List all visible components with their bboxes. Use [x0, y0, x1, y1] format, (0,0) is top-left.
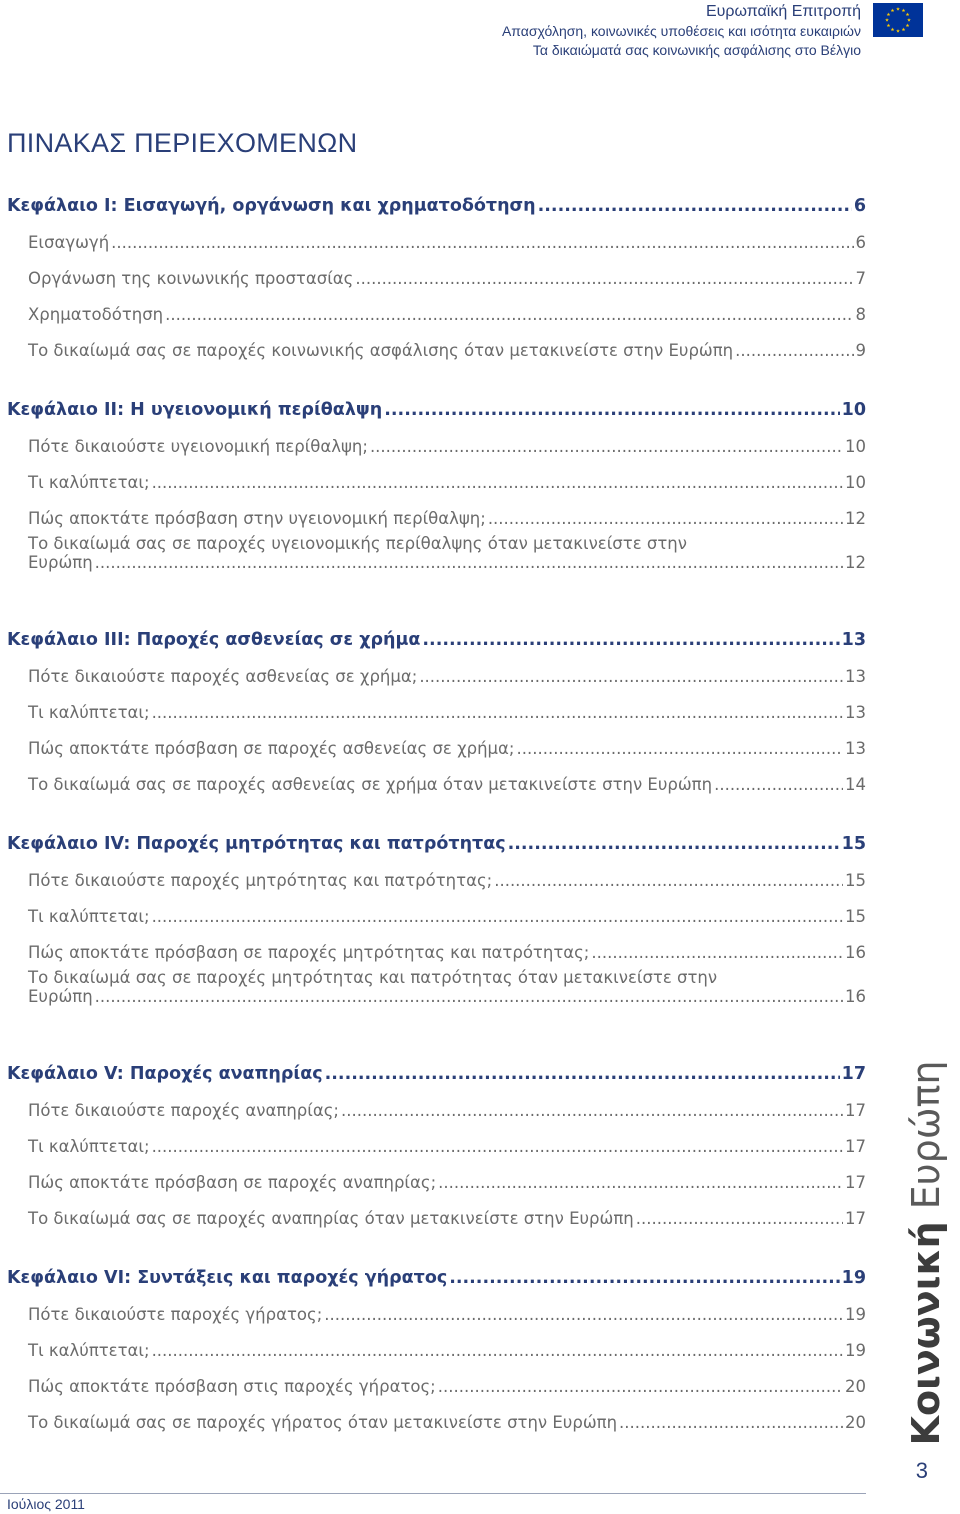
toc-leader-dots [152, 703, 843, 722]
toc-leader-dots [370, 437, 843, 456]
toc-section-entry[interactable] [7, 1198, 866, 1228]
toc-page-number: 19 [845, 1305, 866, 1324]
toc-leader-dots [636, 1209, 843, 1228]
toc-entry-label: Κεφάλαιο VI: Συντάξεις και παροχές γήρατος [7, 1268, 448, 1288]
toc-page-number: 13 [845, 667, 866, 686]
toc-page-number: 20 [845, 1377, 866, 1396]
toc-leader-dots [324, 1305, 843, 1324]
social-europe-banner [904, 1059, 948, 1446]
toc-page-number: 17 [845, 1101, 866, 1120]
toc-page-number: 12 [845, 553, 866, 572]
toc-page-number: 17 [845, 1137, 866, 1156]
toc-entry-label: Πώς αποκτάτε πρόσβαση σε παροχές αναπηρίας; [28, 1173, 437, 1192]
toc-leader-dots [95, 553, 843, 572]
toc-section-entry[interactable] [7, 764, 866, 794]
toc-section-entry[interactable] [7, 426, 866, 456]
toc-section-entry[interactable] [7, 656, 866, 686]
toc-leader-dots [325, 1064, 840, 1084]
toc-chapter-entry[interactable] [7, 186, 866, 216]
toc-chapter-entry[interactable] [7, 1054, 866, 1084]
toc-section-entry[interactable] [7, 896, 866, 926]
toc-leader-dots [152, 1341, 843, 1360]
toc-leader-dots [438, 1173, 843, 1192]
toc-entry-label: Κεφάλαιο III: Παροχές ασθενείας σε χρήμα [7, 630, 421, 650]
header-directorate: Απασχόληση, κοινωνικές υποθέσεις και ισότητα ευκαιριών [501, 22, 861, 39]
toc-leader-dots [152, 473, 843, 492]
toc-entry-label: Πότε δικαιούστε παροχές αναπηρίας; [28, 1101, 339, 1120]
toc-section-entry[interactable] [7, 860, 866, 890]
toc-leader-dots [438, 1377, 843, 1396]
toc-entry-label: Το δικαίωμά σας σε παροχές αναπηρίας όταν μετακινείστε στην Ευρώπη [28, 1209, 634, 1228]
toc-section-entry[interactable] [7, 932, 866, 962]
toc-page-number: 20 [845, 1413, 866, 1432]
toc-leader-dots [619, 1413, 843, 1432]
toc-section-entry[interactable] [7, 534, 866, 584]
toc-leader-dots [508, 834, 840, 854]
toc-leader-dots [591, 943, 843, 962]
toc-entry-label: Τι καλύπτεται; [28, 473, 150, 492]
toc-page-number: 6 [855, 233, 866, 252]
toc-page-number: 16 [845, 987, 866, 1006]
toc-page-number: 9 [855, 341, 866, 360]
toc-section-entry[interactable] [7, 258, 866, 288]
toc-leader-dots [735, 341, 853, 360]
page-number: 3 [915, 1458, 928, 1483]
toc-page-number: 16 [845, 943, 866, 962]
toc-section-entry[interactable] [7, 1294, 866, 1324]
toc-leader-dots [488, 509, 843, 528]
toc-page-number: 13 [841, 630, 866, 650]
toc-page-number: 14 [845, 775, 866, 794]
toc-entry-label-line1: Το δικαίωμά σας σε παροχές μητρότητας και πατρότητας όταν μετακινείστε στην [28, 968, 718, 987]
toc-leader-dots [152, 1137, 843, 1156]
toc-page-number: 17 [845, 1209, 866, 1228]
toc-entry-label: Ευρώπη [28, 987, 93, 1006]
toc-page-number: 10 [845, 473, 866, 492]
toc-leader-dots [538, 196, 852, 216]
toc-leader-dots [384, 400, 839, 420]
toc-page-number: 6 [853, 196, 866, 216]
toc-leader-dots [111, 233, 853, 252]
eu-flag-icon [873, 3, 923, 37]
toc-leader-dots [422, 630, 839, 650]
toc-leader-dots [449, 1268, 839, 1288]
toc-section-entry[interactable] [7, 294, 866, 324]
toc-entry-label: Το δικαίωμά σας σε παροχές γήρατος όταν μετακινείστε στην Ευρώπη [28, 1413, 618, 1432]
toc-section-entry[interactable] [7, 498, 866, 528]
toc-section-entry[interactable] [7, 968, 866, 1018]
toc-section-entry[interactable] [7, 1330, 866, 1360]
toc-page-number: 17 [845, 1173, 866, 1192]
toc-entry-label: Πότε δικαιούστε παροχές μητρότητας και πατρότητας; [28, 871, 493, 890]
toc-page-number: 19 [841, 1268, 866, 1288]
toc-page-number: 17 [841, 1064, 866, 1084]
toc-section-entry[interactable] [7, 222, 866, 252]
toc-leader-dots [516, 739, 843, 758]
toc-leader-dots [419, 667, 843, 686]
toc-leader-dots [95, 987, 843, 1006]
toc-section-entry[interactable] [7, 728, 866, 758]
footer-date: Ιούλιος 2011 [7, 1496, 85, 1512]
header-organization: Ευρωπαϊκή Επιτροπή [705, 3, 861, 20]
toc-section-entry[interactable] [7, 462, 866, 492]
toc-section-entry[interactable] [7, 330, 866, 360]
toc-entry-label: Κεφάλαιο V: Παροχές αναπηρίας [7, 1064, 323, 1084]
toc-leader-dots [714, 775, 843, 794]
page-title: ΠΙΝΑΚΑΣ ΠΕΡΙΕΧΟΜΕΝΩΝ [7, 128, 358, 158]
toc-chapter-entry[interactable] [7, 1258, 866, 1288]
toc-entry-label: Πώς αποκτάτε πρόσβαση σε παροχές μητρότητας και πατρότητας; [28, 943, 590, 962]
toc-chapter-entry[interactable] [7, 824, 866, 854]
toc-page-number: 19 [845, 1341, 866, 1360]
toc-entry-label: Εισαγωγή [28, 233, 110, 252]
toc-leader-dots [152, 907, 843, 926]
toc-page-number: 15 [841, 834, 866, 854]
toc-leader-dots [165, 305, 853, 324]
banner-word-bold: Κοινωνική [904, 1220, 948, 1446]
toc-entry-label: Πότε δικαιούστε παροχές γήρατος; [28, 1305, 323, 1324]
toc-chapter-entry[interactable] [7, 620, 866, 650]
toc-section-entry[interactable] [7, 692, 866, 722]
toc-page-number: 10 [841, 400, 866, 420]
toc-section-entry[interactable] [7, 1090, 866, 1120]
toc-entry-label: Πότε δικαιούστε υγειονομική περίθαλψη; [28, 437, 368, 456]
document-header [502, 2, 861, 61]
toc-section-entry[interactable] [7, 1402, 866, 1432]
toc-entry-label-line1: Το δικαίωμά σας σε παροχές υγειονομικής περίθαλψης όταν μετακινείστε στην [28, 534, 687, 553]
toc-page-number: 8 [855, 305, 866, 324]
toc-chapter-entry[interactable] [7, 390, 866, 420]
toc-page-number: 10 [845, 437, 866, 456]
toc-section-entry[interactable] [7, 1126, 866, 1156]
toc-entry-label: Τι καλύπτεται; [28, 1137, 150, 1156]
toc-page-number: 12 [845, 509, 866, 528]
toc-page-number: 15 [845, 871, 866, 890]
toc-entry-label: Το δικαίωμά σας σε παροχές ασθενείας σε χρήμα όταν μετακινείστε στην Ευρώπη [28, 775, 713, 794]
toc-entry-label: Κεφάλαιο I: Εισαγωγή, οργάνωση και χρηματοδότηση [7, 196, 536, 216]
toc-entry-label: Τι καλύπτεται; [28, 1341, 150, 1360]
toc-entry-label: Ευρώπη [28, 553, 93, 572]
toc-entry-label: Πότε δικαιούστε παροχές ασθενείας σε χρήμα; [28, 667, 418, 686]
footer-divider [0, 1493, 866, 1494]
toc-entry-label: Τι καλύπτεται; [28, 907, 150, 926]
toc-page-number: 13 [845, 739, 866, 758]
toc-leader-dots [494, 871, 843, 890]
toc-entry-label: Το δικαίωμά σας σε παροχές κοινωνικής ασφάλισης όταν μετακινείστε στην Ευρώπη [28, 341, 734, 360]
toc-leader-dots [355, 269, 853, 288]
toc-entry-label: Πώς αποκτάτε πρόσβαση σε παροχές ασθενείας σε χρήμα; [28, 739, 515, 758]
toc-section-entry[interactable] [7, 1366, 866, 1396]
header-document-title: Τα δικαιώματά σας κοινωνικής ασφάλισης στο Βέλγιο [532, 42, 861, 58]
toc-page-number: 7 [855, 269, 866, 288]
toc-page-number: 13 [845, 703, 866, 722]
toc-entry-label: Οργάνωση της κοινωνικής προστασίας [28, 269, 354, 288]
toc-entry-label: Κεφάλαιο IV: Παροχές μητρότητας και πατρότητας [7, 834, 506, 854]
toc-section-entry[interactable] [7, 1162, 866, 1192]
toc-page-number: 15 [845, 907, 866, 926]
toc-leader-dots [341, 1101, 843, 1120]
toc-entry-label: Τι καλύπτεται; [28, 703, 150, 722]
toc-entry-label: Πώς αποκτάτε πρόσβαση στην υγειονομική περίθαλψη; [28, 509, 486, 528]
toc-entry-label: Πώς αποκτάτε πρόσβαση στις παροχές γήρατος; [28, 1377, 436, 1396]
toc-entry-label: Χρηματοδότηση [28, 305, 164, 324]
banner-word-normal: Ευρώπη [904, 1059, 948, 1209]
toc-entry-label: Κεφάλαιο II: Η υγειονομική περίθαλψη [7, 400, 383, 420]
